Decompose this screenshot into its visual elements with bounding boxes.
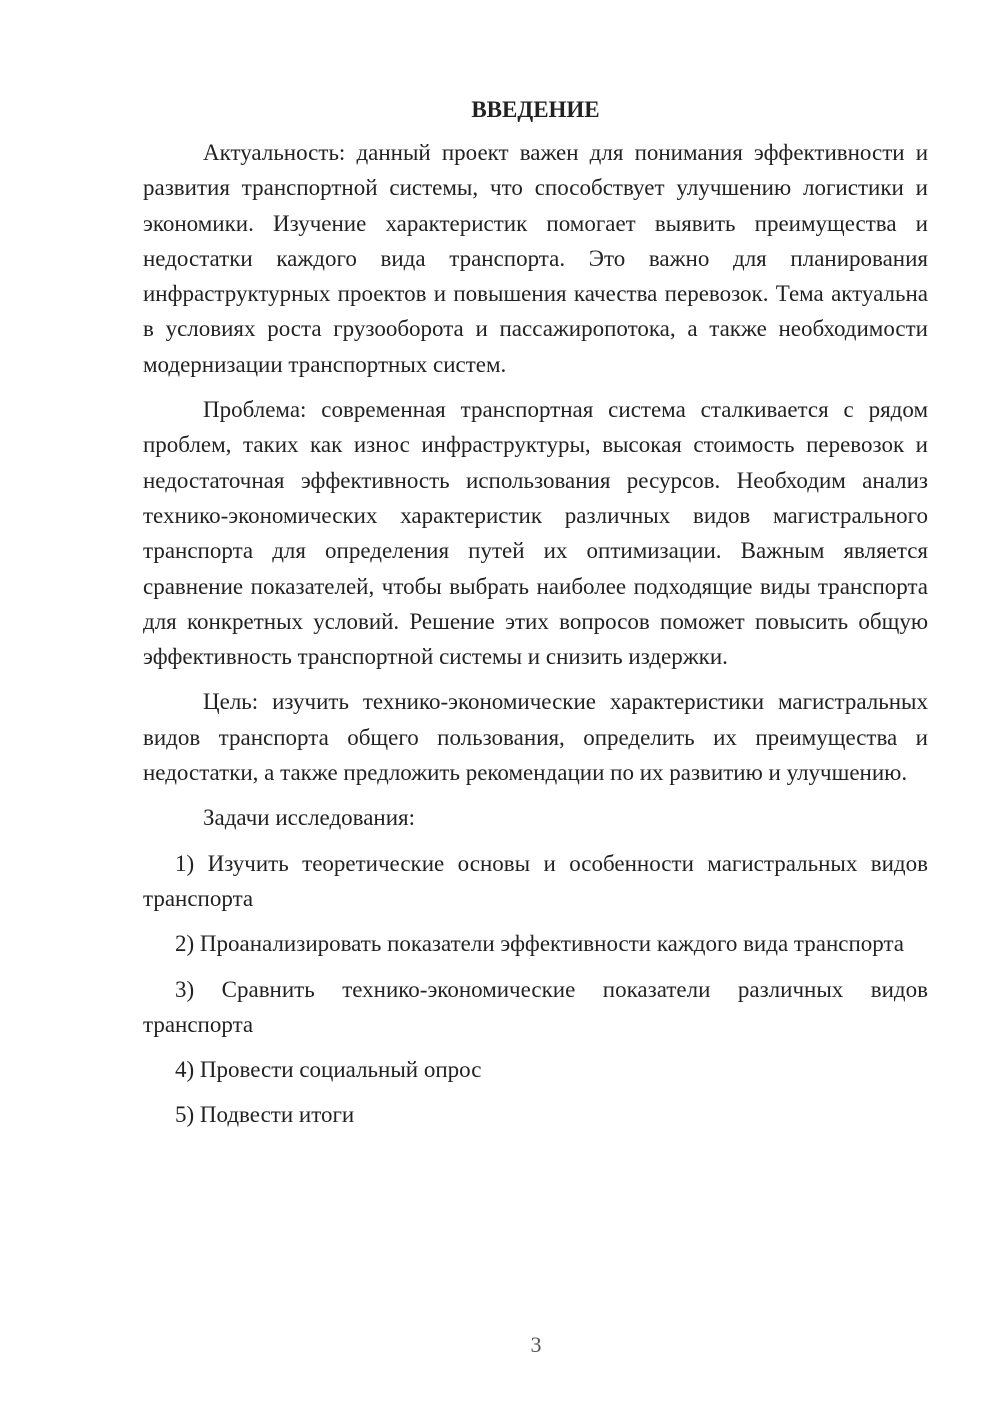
list-item: 3) Сравнить технико-экономические показатели различных видов транспорта [143, 976, 928, 1037]
goal-paragraph: Цель: изучить технико-экономические характеристики магистральных видов транспорта общего пользования, определить их преимущества и недостатки, а также предложить рекомендации по их развитию и улучшению. [143, 689, 928, 786]
list-item: 4) Провести социальный опрос [175, 1057, 482, 1083]
relevance-paragraph: Актуальность: данный проект важен для понимания эффективности и развития транспортной системы, что способствует улучшению логистики и экономики. Изучение характеристик помогает выявить преимущества и недостатки каждого вида транспорта. Это важно для планирования инфраструктурных проектов и повышения качества перевозок. Тема актуальна в условиях роста грузооборота и пассажиропотока, а также необходимости модернизации транспортных систем. [143, 140, 928, 377]
section-heading: ВВЕДЕНИЕ [471, 97, 600, 122]
page-number: 3 [530, 1332, 542, 1357]
list-item: 5) Подвести итоги [175, 1102, 355, 1128]
tasks-list [143, 846, 928, 1133]
tasks-heading: Задачи исследования: [203, 805, 416, 831]
list-item: 1) Изучить теоретические основы и особенности магистральных видов транспорта [143, 850, 928, 911]
problem-paragraph: Проблема: современная транспортная система сталкивается с рядом проблем, таких как износ инфраструктуры, высокая стоимость перевозок и недостаточная эффективность использования ресурсов. Необходим анализ технико-экономических характеристик различных видов магистрального транспорта для определения путей их оптимизации. Важным является сравнение показателей, чтобы выбрать наиболее подходящие виды транспорта для конкретных условий. Решение этих вопросов поможет повысить общую эффективность транспортной системы и снизить издержки. [143, 397, 928, 670]
list-item: 2) Проанализировать показатели эффективности каждого вида транспорта [175, 931, 905, 957]
document-page [143, 92, 928, 1143]
